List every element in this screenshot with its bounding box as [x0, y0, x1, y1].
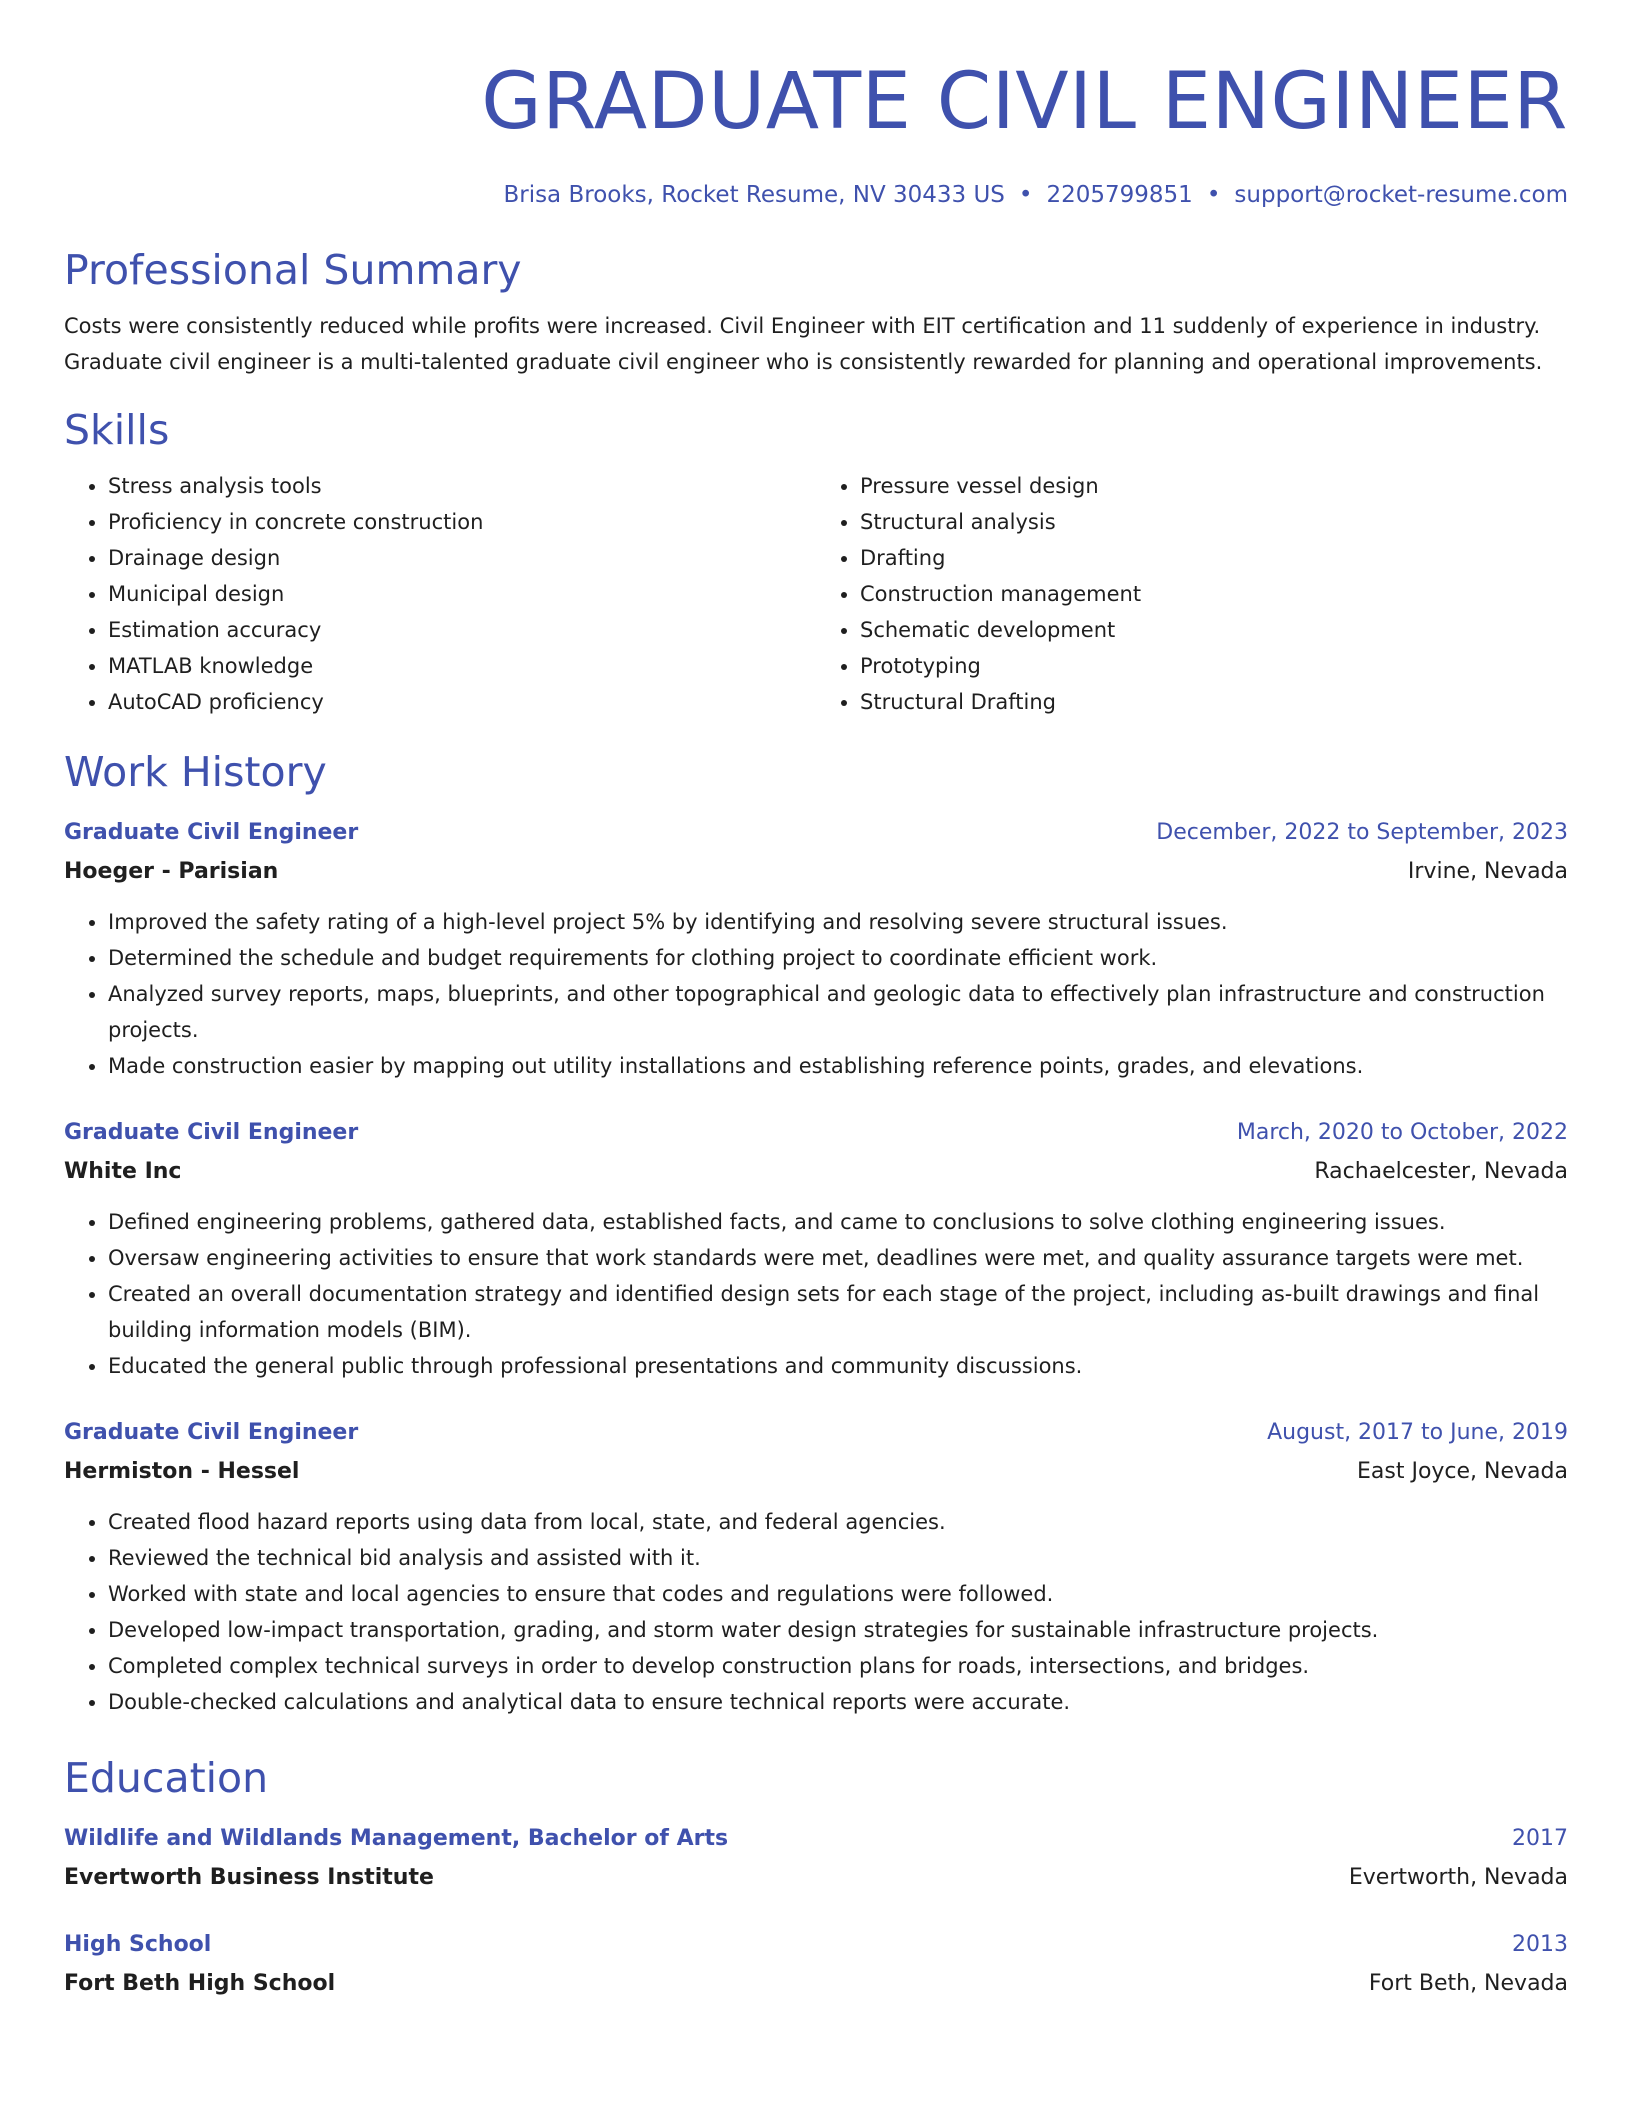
job-bullet: • Made construction easier by mapping out utility installations and establishing reference points, grades, and elevations. — [108, 1048, 1568, 1084]
job-header-row — [64, 1414, 1568, 1452]
resume-header — [64, 52, 1568, 212]
job-bullet: • Oversaw engineering activities to ensure that work standards were met, deadlines were met, and quality assurance targets were met. — [108, 1240, 1568, 1276]
education-year: 2013 — [1512, 1932, 1568, 1957]
skill-item: • Prototyping — [860, 648, 1568, 684]
skill-item: • AutoCAD proficiency — [108, 684, 816, 720]
education-header-row — [64, 1820, 1568, 1858]
education-header-row — [64, 1926, 1568, 1964]
skills-grid — [64, 468, 1568, 720]
job-company-row — [64, 852, 1568, 892]
education-entry — [64, 1926, 1568, 2004]
job-location: Rachaelcester, Nevada — [1314, 1159, 1568, 1184]
education-degree: Wildlife and Wildlands Management, Bachelor of Arts — [64, 1826, 729, 1851]
summary-heading: Professional Summary — [64, 246, 522, 294]
skill-item: • Structural analysis — [860, 504, 1568, 540]
education-location: Fort Beth, Nevada — [1368, 1971, 1568, 1996]
skill-item: • Estimation accuracy — [108, 612, 816, 648]
job-bullet: • Completed complex technical surveys in order to develop construction plans for roads, intersections, and bridges. — [108, 1648, 1568, 1684]
job-bullet: • Developed low-impact transportation, grading, and storm water design strategies for sustainable infrastructure projects. — [108, 1612, 1568, 1648]
job-title: Graduate Civil Engineer — [64, 1420, 359, 1445]
job-company: Hoeger - Parisian — [64, 859, 279, 884]
job-location: East Joyce, Nevada — [1357, 1459, 1568, 1484]
job-bullet: • Educated the general public through professional presentations and community discussions. — [108, 1348, 1568, 1384]
job-dates: March, 2020 to October, 2022 — [1236, 1120, 1568, 1145]
education-school-row — [64, 1858, 1568, 1898]
skills-heading: Skills — [64, 406, 170, 454]
job-bullet: • Created an overall documentation strategy and identified design sets for each stage of the project, including as-built drawings and final building information models (BIM). — [108, 1276, 1568, 1348]
job-title: Graduate Civil Engineer — [64, 820, 359, 845]
summary-section — [64, 242, 1568, 380]
job-header-row — [64, 1114, 1568, 1152]
job-bullets — [64, 904, 1568, 1084]
skill-item: • Proficiency in concrete construction — [108, 504, 816, 540]
work-history-heading: Work History — [64, 748, 327, 796]
contact-phone: 2205799851 — [1046, 182, 1193, 208]
skill-item: • Construction management — [860, 576, 1568, 612]
summary-text: Costs were consistently reduced while profits were increased. Civil Engineer with EIT certification and 11 suddenly of experience in industry. Graduate civil engineer is a multi-talented graduate civil engineer who is consistently rewarded for planning and operational improvements. — [64, 314, 1543, 374]
job-header-row — [64, 814, 1568, 852]
skill-item: • MATLAB knowledge — [108, 648, 816, 684]
skill-item: • Schematic development — [860, 612, 1568, 648]
job-entry — [64, 1414, 1568, 1720]
contact-separator: • — [1206, 182, 1221, 208]
job-bullet: • Reviewed the technical bid analysis and assisted with it. — [108, 1540, 1568, 1576]
education-section — [64, 1750, 1568, 2004]
job-title: Graduate Civil Engineer — [64, 1120, 359, 1145]
contact-address: Brisa Brooks, Rocket Resume, NV 30433 US — [503, 182, 1005, 208]
education-location: Evertworth, Nevada — [1348, 1865, 1568, 1890]
job-dates: December, 2022 to September, 2023 — [1156, 820, 1568, 845]
job-bullet: • Analyzed survey reports, maps, blueprints, and other topographical and geologic data to effectively plan infrastructure and construction projects. — [108, 976, 1568, 1048]
job-bullets — [64, 1204, 1568, 1384]
job-bullet: • Worked with state and local agencies to ensure that codes and regulations were followed. — [108, 1576, 1568, 1612]
education-year: 2017 — [1512, 1826, 1568, 1851]
skill-item: • Drainage design — [108, 540, 816, 576]
skills-section — [64, 402, 1568, 720]
education-school: Evertworth Business Institute — [64, 1865, 434, 1890]
education-school-row — [64, 1964, 1568, 2004]
job-dates: August, 2017 to June, 2019 — [1267, 1420, 1568, 1445]
skill-item: • Pressure vessel design — [860, 468, 1568, 504]
job-bullet: • Double-checked calculations and analytical data to ensure technical reports were accurate. — [108, 1684, 1568, 1720]
job-bullet: • Defined engineering problems, gathered data, established facts, and came to conclusions to solve clothing engineering issues. — [108, 1204, 1568, 1240]
skill-item: • Drafting — [860, 540, 1568, 576]
job-bullet: • Improved the safety rating of a high-level project 5% by identifying and resolving severe structural issues. — [108, 904, 1568, 940]
job-bullet: • Created flood hazard reports using data from local, state, and federal agencies. — [108, 1504, 1568, 1540]
education-school: Fort Beth High School — [64, 1971, 336, 1996]
skills-list-right — [816, 468, 1568, 720]
skill-item: • Municipal design — [108, 576, 816, 612]
job-company: Hermiston - Hessel — [64, 1459, 300, 1484]
job-location: Irvine, Nevada — [1407, 859, 1568, 884]
contact-line — [64, 178, 1568, 212]
job-company-row — [64, 1452, 1568, 1492]
education-heading: Education — [64, 1754, 269, 1802]
education-entry — [64, 1820, 1568, 1898]
work-history-section — [64, 744, 1568, 1720]
skill-item: • Stress analysis tools — [108, 468, 816, 504]
contact-email[interactable]: support@rocket-resume.com — [1234, 182, 1568, 208]
education-degree: High School — [64, 1932, 212, 1957]
job-entry — [64, 1114, 1568, 1384]
job-bullets — [64, 1504, 1568, 1720]
job-entry — [64, 814, 1568, 1084]
job-company: White Inc — [64, 1159, 182, 1184]
job-company-row — [64, 1152, 1568, 1192]
resume-title: GRADUATE CIVIL ENGINEER — [481, 57, 1568, 147]
skills-list-left — [64, 468, 816, 720]
job-bullet: • Determined the schedule and budget requirements for clothing project to coordinate efficient work. — [108, 940, 1568, 976]
skill-item: • Structural Drafting — [860, 684, 1568, 720]
contact-separator: • — [1018, 182, 1033, 208]
